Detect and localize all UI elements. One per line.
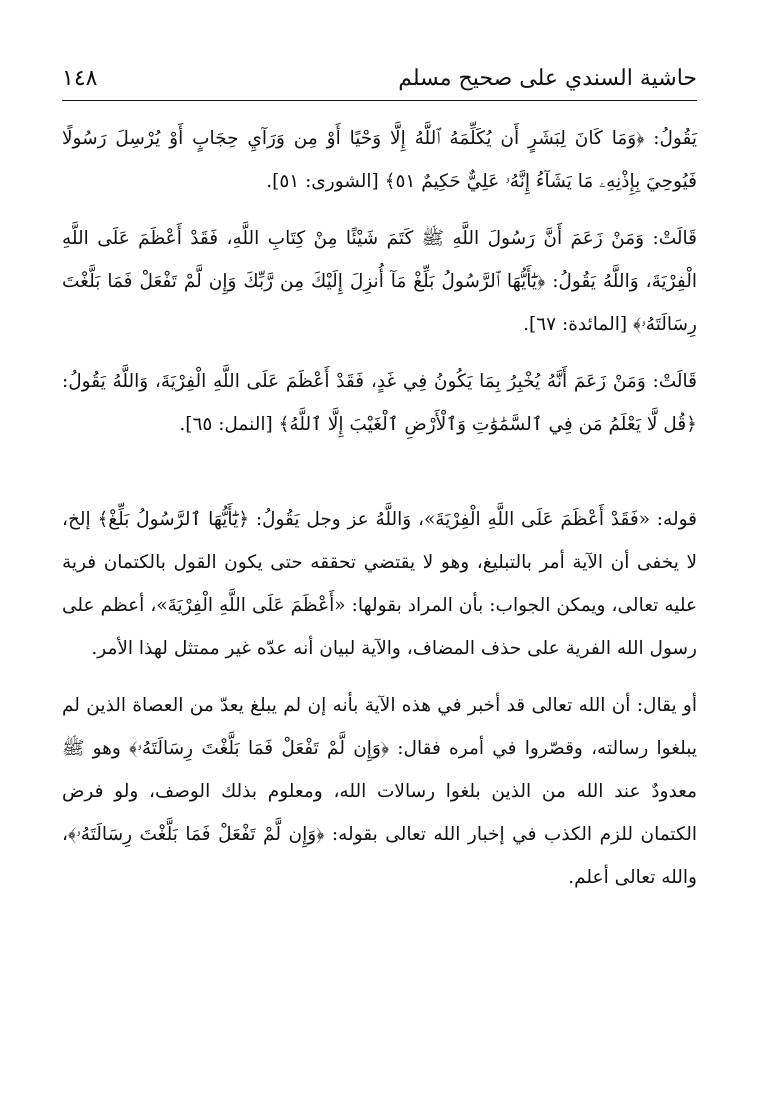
- book-title: حاشية السندي على صحيح مسلم: [398, 66, 697, 91]
- commentary-paragraph: أو يقال: أن الله تعالى قد أخبر في هذه الآية بأنه إن لم يبلغ يعدّ من العصاة الذين لم يبلغوا رسالته، وقصّروا في أمره فقال: ﴿وَإِن لَّمْ تَفْعَلْ فَمَا بَلَّغْتَ رِسَالَتَهُۥ﴾ وهو ﷺ معدودٌ عند الله من الذين بلغوا رسالات الله، ومعلوم بذلك الوصف، ولو فرض الكتمان للزم الكذب في إخبار الله تعالى بقوله: ﴿وَإِن لَّمْ تَفْعَلْ فَمَا بَلَّغْتَ رِسَالَتَهُۥ﴾، والله تعالى أعلم.: [62, 695, 697, 888]
- commentary-paragraph: قوله: «فَقَدْ أَعْظَمَ عَلَى اللَّهِ الْفِرْيَةَ»، وَاللَّهُ عز وجل يَقُولُ: ﴿يَٰٓأَيُّهَا ٱلرَّسُولُ بَلِّغْ﴾ إلخ، لا يخفى أن الآية أمر بالتبليغ، وهو لا يقتضي تحققه حتى يكون القول بالكتمان فرية عليه تعالى، ويمكن الجواب: بأن المراد بقولها: «أَعْظَمَ عَلَى اللَّهِ الْفِرْيَةَ»، أعظم على رسول الله الفرية على حذف المضاف، والآية لبيان أنه عدّه غير ممتثل لهذا الأمر.: [62, 509, 697, 659]
- page-number: ١٤٨: [62, 66, 98, 91]
- hadith-paragraph: قَالَتْ: وَمَنْ زَعَمَ أَنَّهُ يُخْبِرُ بِمَا يَكُونُ فِي غَدٍ، فَقَدْ أَعْظَمَ عَلَى اللَّهِ الْفِرْيَةَ، وَاللَّهُ يَقُولُ: ﴿قُل لَّا يَعْلَمُ مَن فِي ٱلسَّمَٰوَٰتِ وَٱلْأَرْضِ ٱلْغَيْبَ إِلَّا ٱللَّهُ﴾ [النمل: ٦٥].: [62, 371, 697, 435]
- running-header: [62, 60, 697, 101]
- page-body: [62, 117, 697, 899]
- hadith-paragraph: يَقُولُ: ﴿وَمَا كَانَ لِبَشَرٍ أَن يُكَلِّمَهُ ٱللَّهُ إِلَّا وَحْيًا أَوْ مِن وَرَآيِ حِجَابٍ أَوْ يُرْسِلَ رَسُولًا فَيُوحِيَ بِإِذْنِهِۦ مَا يَشَآءُ إِنَّهُۥ عَلِيٌّ حَكِيمٌ ٥١﴾ [الشورى: ٥١].: [62, 128, 697, 192]
- hadith-paragraph: قَالَتْ: وَمَنْ زَعَمَ أَنَّ رَسُولَ اللَّهِ ﷺ كَتَمَ شَيْئًا مِنْ كِتَابِ اللَّهِ، فَقَدْ أَعْظَمَ عَلَى اللَّهِ الْفِرْيَةَ، وَاللَّهُ يَقُولُ: ﴿يَٰٓأَيُّهَا ٱلرَّسُولُ بَلِّغْ مَآ أُنزِلَ إِلَيْكَ مِن رَّبِّكَ وَإِن لَّمْ تَفْعَلْ فَمَا بَلَّغْتَ رِسَالَتَهُۥ﴾ [المائدة: ٦٧].: [62, 228, 697, 335]
- book-page: [62, 60, 697, 899]
